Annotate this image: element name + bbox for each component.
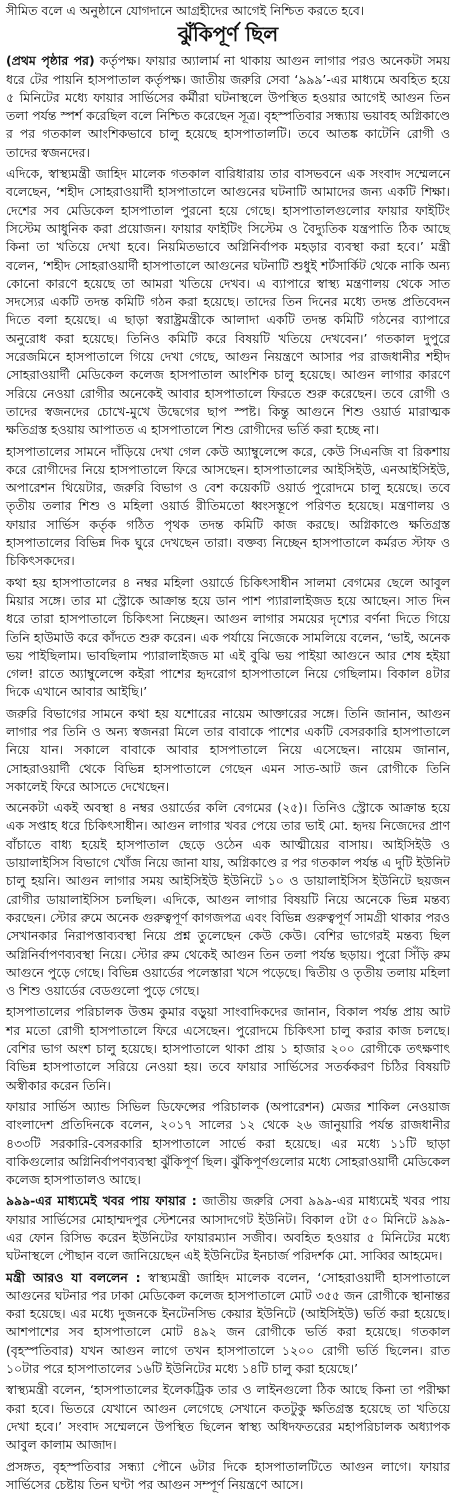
paragraph-text: অনেকটা একই অবস্থা ৪ নম্বর ওয়ার্ডের কলি বেগমের (২৫)। তিনিও স্ট্রোকে আক্রান্ত হয়ে এক সপ্তাহ ধরে চিকিৎসাধীন। আগুন লাগার খবর পেয়ে তার ভাই মো. হৃদয় নিজেদের প্রাণ বাঁচাতে বাধ্য হয়েই হাসপাতাল ছেড়ে ওঠেন এক আত্মীয়ের বাসায়। আইসিইউ ও ডায়ালাইসিস বিভাগে খোঁজ নিয়ে জানা যায়, অগ্নিকাণ্ডে র পর গতকাল পর্যন্ত এ দুটি ইউনিট চালু হয়নি। আগুন লাগার সময় আইসিইউ ইউনিটে ১০ ও ডায়ালাইসিস ইউনিটে ছয়জন রোগীর ডায়ালাইসিস চলছিল। এদিকে, আগুন লাগার বিষয়টি নিয়ে অনেকে ভিন্ন মন্তব্য করছেন। স্টোর রুমে অনেক গুরুত্বপূর্ণ কাগজপত্র এবং বিভিন্ন গুরুত্বপূর্ণ সামগ্রী থাকার পরও সেখানকার নিরাপত্তাব্যবস্থা নিয়ে প্রশ্ন তুলেছেন কেউ কেউ। বেশির ভাগেরই মন্তব্য ছিল অগ্নিনির্বাপণব্যবস্থা নিয়ে। স্টোর রুম থেকেই আগুন তিন তলা পর্যন্ত ছড়ায়। পুরো সিঁড়ি রুম আগুনে পুড়ে গেছে। বিভিন্ন ওয়ার্ডের পলেস্তারা খসে পড়েছে। দ্বিতীয় ও তৃতীয় তলায় মহিলা ও শিশু ওয়ার্ডের বেডগুলো পুড়ে গেছে।: [6, 800, 451, 999]
subheading: ৯৯৯-এর মাধ্যমেই খবর পায় ফায়ার :: [6, 1193, 197, 1209]
headline: ঝুঁকিপূর্ণ ছিল: [177, 22, 279, 47]
paragraph-text: হাসপাতালের পরিচালক উত্তম কুমার বড়ুয়া সাংবাদিকদের জানান, বিকাল পর্যন্ত প্রায় আট শর মতো রোগী হাসপাতালে ফিরে এসেছেন। পুরোদমে চিকিৎসা চালু করার কাজ চলছে। বেশির ভাগ অংশ চালু হয়েছে। হাসপাতালে থাকা প্রায় ১ হাজার ২০০ রোগীকে তৎক্ষণাৎ বিভিন্ন হাসপাতালে সরিয়ে নেওয়া হয়। তবে ফায়ার সার্ভিসের সতর্ককরণ চিঠির বিষয়টি অস্বীকার করেন তিনি।: [6, 1004, 450, 1093]
article-paragraph: [6, 1381, 450, 1454]
article-paragraph: [6, 1003, 450, 1094]
paragraph-text: হাসপাতালের সামনে দাঁড়িয়ে দেখা গেল কেউ অ্যাম্বুলেন্সে করে, কেউ সিএনজি বা রিকশায় করে রোগীদের নিয়ে হাসপাতালে ফিরে আসছেন। হাসপাতালের আইসিইউ, এনআইসিইউ, অপারেশন থিয়েটার, জরুরি বিভাগ ও বেশ কয়েকটি ওয়ার্ড পুরোদমে চালু হয়েছে। তবে তৃতীয় তলার শিশু ও মহিলা ওয়ার্ড রীতিমতো ধ্বংসস্তূপে পরিণত হয়েছে। মন্ত্রণালয় ও ফায়ার সার্ভিস কর্তৃক গঠিত পৃথক তদন্ত কমিটি কাজ করছে। অগ্নিকাণ্ডে ক্ষতিগ্রস্ত হাসপাতালের বিভিন্ন দিক ঘুরে দেখছেন তারা। বক্তব্য নিচ্ছেন হাসপাতালে কর্মরত স্টাফ ও চিকিৎসকদের।: [6, 443, 450, 569]
paragraph-text: ফায়ার সার্ভিস অ্যান্ড সিভিল ডিফেন্সের পরিচালক (অপারেশন) মেজর শাকিল নেওয়াজ বাংলাদেশ প্রতিদিনকে বলেন, ২০১৭ সালের ১২ থেকে ২৬ জানুয়ারি পর্যন্ত রাজধানীর ৪৩৩টি সরকারি-বেসরকারি হাসপাতালে সার্ভে করা হয়েছে। এর মধ্যে ১১টি ছাড়া বাকিগুলোর অগ্নিনির্বাপণব্যবস্থা ঝুঁকিপূর্ণ ছিল। ঝুঁকিপূর্ণগুলোর মধ্যে সোহরাওয়ার্দী মেডিকেল কলেজ হাসপাতালও আছে।: [6, 1098, 450, 1188]
article-paragraph: [6, 1458, 450, 1494]
article-paragraph: [6, 1192, 450, 1265]
continuation-label: (প্রথম পৃষ্ঠার পর): [6, 53, 95, 69]
paragraph-text: জরুরি বিভাগের সামনে কথা হয় যশোরের নায়েম আক্তারের সঙ্গে। তিনি জানান, আগুন লাগার পর তিনি ও অন্য স্বজনরা মিলে তার বাবাকে পাশের একটি বেসরকারি হাসপাতালে নিয়ে যান। সকালে বাবাকে আবার হাসপাতালে নিয়ে এসেছেন। নায়েম জানান, সোহরাওয়ার্দী থেকে বিভিন্ন হাসপাতালে গেছেন এমন সাত-আট জন রোগীকে তিনি সকালেই ফিরে আসতে দেখেছেন।: [6, 705, 450, 794]
subheading: মন্ত্রী আরও যা বললেন :: [6, 1269, 141, 1285]
article-paragraph: [6, 1098, 450, 1189]
article-paragraph: [6, 165, 450, 439]
article-paragraph: [6, 705, 450, 796]
paragraph-text: স্বাস্থ্যমন্ত্রী বলেন, ‘হাসপাতালের ইলেকট্রিক তার ও লাইনগুলো ঠিক আছে কিনা তা পরীক্ষা করা হবে। ভিতরে যেখানে আগুন লেগেছে সেখানে কতটুকু ক্ষতিগ্রস্ত হয়েছে তা খতিয়ে দেখা হবে।’ সংবাদ সম্মেলনে উপস্থিত ছিলেন স্বাস্থ্য অধিদফতরের মহাপরিচালক অধ্যাপক আবুল কালাম আজাদ।: [6, 1382, 450, 1453]
paragraph-text: স্বাস্থ্যমন্ত্রী জাহিদ মালেক বলেন, ‘সোহরাওয়ার্দী হাসপাতালে আগুনের ঘটনার পর ঢাকা মেডিকেল কলেজ হাসপাতালে মোট ৩৫৫ জন রোগীকে স্থানান্তর করা হয়েছে। এর মধ্যে দুজনকে ইনটেনসিভ কেয়ার ইউনিটে (আইসিইউ) ভর্তি করা হয়েছে। আশপাশের সব হাসপাতালে মোট ৪৯২ জন রোগীকে ভর্তি করা হয়েছে। গতকাল (বৃহস্পতিবার) যখন আগুন লাগে তখন হাসপাতালে ১২০০ রোগী ভর্তি ছিলেন। রাত ১০টার পরে হাসপাতালের ১৬টি ইউনিটের মধ্যে ১৪টি চালু করা হয়েছে।’: [6, 1269, 450, 1377]
paragraph-text: প্রসঙ্গত, বৃহস্পতিবার সন্ধ্যা পৌনে ৬টার দিকে হাসপাতালটিতে আগুন লাগে। ফায়ার সার্ভিসের চেষ্টায় তিন ঘণ্টা পর আগুন সম্পূর্ণ নিয়ন্ত্রণে আসে।: [6, 1458, 450, 1492]
paragraph-text: কথা হয় হাসপাতালের ৪ নম্বর মহিলা ওয়ার্ডে চিকিৎসাধীন সালমা বেগমের ছেলে আবুল মিয়ার সঙ্গে। তার মা স্ট্রোকে আক্রান্ত হয়ে ডান পাশ প্যারালাইজড হয়ে আছেন। সাত দিন ধরে তারা হাসপাতালে চিকিৎসা নিচ্ছেন। আগুন লাগার সময়ের দৃশ্যের বর্ণনা দিতে গিয়ে তিনি হাউমাউ করে কাঁদতে শুরু করেন। এক পর্যায়ে নিজেকে সামলিয়ে বলেন, ‘ভাই, অনেক ভয় পাইছিলাম। ভাবছিলাম প্যারালাইজড মা এই বুঝি ভয় পাইয়া আগুনে আর শেষ হইয়া গেল! রাতে অ্যাম্বুলেন্সে কইরা পাশের হৃদরোগ হাসপাতালে নিয়ে গেছিলাম। বিকাল ৪টার দিকে এখানে আবার আইছি।’: [6, 574, 450, 700]
paragraph-text: জাতীয় জরুরি সেবা ৯৯৯-এর মাধ্যমেই খবর পায় ফায়ার সার্ভিসের মোহাম্মদপুর স্টেশনের আসাদগেট ইউনিট। বিকাল ৫টা ৫০ মিনিটে ৯৯৯-এর ফোন রিসিভ করেন ইউনিটের ফায়ারম্যান সজীব। অবহিত হওয়ার ৫ মিনিটের মধ্যে ঘটনাস্থলে পৌছান বলে জানিয়েছেন এই ইউনিটের ইনচার্জ পরিদর্শক মো. সাব্বির আহমেদ।: [6, 1193, 450, 1264]
article-paragraph: [6, 574, 450, 702]
article-paragraph: [6, 443, 450, 571]
paragraph-text: এদিকে, স্বাস্থ্যমন্ত্রী জাহিদ মালেক গতকাল বারিধারায় তার বাসভবনে এক সংবাদ সম্মেলনে বলেছেন, ‘শহীদ সোহরাওয়ার্দী হাসপাতালে আগুনের ঘটনাটি আমাদের জন্য একটি শিক্ষা। দেশের সব মেডিকেল হাসপাতাল পুরনো হয়ে গেছে। হাসপাতালগুলোর ফায়ার ফাইটিং সিস্টেম আধুনিক করা প্রয়োজন। ফায়ার ফাইটিং সিস্টেম ও বৈদ্যুতিক যন্ত্রপাতি ঠিক আছে কিনা তা খতিয়ে দেখা হবে। নিয়মিতভাবে অগ্নিনির্বাপক মহড়ার ব্যবস্থা করা হবে।’ মন্ত্রী বলেন, ‘শহীদ সোহরাওয়ার্দী হাসপাতালে আগুনের ঘটনাটি শুধুই শর্টসার্কিট থেকে নাকি অন্য কোনো কারণে হয়েছে তা আমরা খতিয়ে দেখব। এ ব্যাপারে স্বাস্থ্য মন্ত্রণালয় থেকে সাত সদস্যের একটি তদন্ত কমিটি গঠন করা হয়েছে। তাদের তিন দিনের মধ্যে তদন্ত প্রতিবেদন দিতে বলা হয়েছে। এ ছাড়া স্বরাষ্ট্রমন্ত্রীকে আলাদা একটি তদন্ত কমিটি গঠনের ব্যাপারে অনুরোধ করা হয়েছে। তিনিও কমিটি করে বিষয়টি খতিয়ে দেখবেন।’ গতকাল দুপুরে সরেজমিনে হাসপাতালে গিয়ে দেখা গেছে, আগুন নিয়ন্ত্রণে আসার পর রাজধানীর শহীদ সোহরাওয়ার্দী মেডিকেল কলেজ হাসপাতাল আংশিক চালু হয়েছে। আগুন লাগার কারণে সরিয়ে নেওয়া রোগীর অনেকেই আবার হাসপাতালে ফিরতে শুরু করেছেন। তবে রোগী ও তাদের স্বজনদের চোখে-মুখে উদ্বেগের ছাপ স্পষ্ট। কিন্তু আগুনে শিশু ওয়ার্ড মারাত্মক ক্ষতিগ্রস্ত হওয়ায় আপাতত এ হাসপাতালে শিশু রোগীদের ভর্তি করা হচ্ছে না।: [6, 166, 450, 438]
article-paragraph: [6, 1269, 450, 1379]
article-paragraph: [6, 52, 450, 162]
paragraph-text: কর্তৃপক্ষ। ফায়ার অ্যালার্ম না থাকায় আগুন লাগার পরও অনেকটা সময় ধরে টের পায়নি হাসপাতাল কর্তৃপক্ষ। জাতীয় জরুরি সেবা ‘৯৯৯’-এর মাধ্যমে অবহিত হয়ে ৫ মিনিটের মধ্যে ফায়ার সার্ভিসের কর্মীরা ঘটনাস্থলে উপস্থিত হওয়ার আগেই আগুন তিন তলা পর্যন্ত স্পর্শ করেছিল বলে নিশ্চিত করেছেন সূত্র। বৃহস্পতিবার সন্ধ্যায় ভয়াবহ অগ্নিকাণ্ডে র পর গতকাল আংশিকভাবে চালু হয়েছে হাসপাতালটি। তবে আতঙ্ক কাটেনি রোগী ও তাদের স্বজনদের।: [6, 53, 450, 160]
article-body: [6, 52, 450, 1494]
previous-article-tail: সীমিত বলে এ অনুষ্ঠানে যোগদানে আগ্রহীদের আগেই নিশ্চিত করতে হবে।: [6, 3, 365, 18]
article-paragraph: [6, 799, 450, 1000]
